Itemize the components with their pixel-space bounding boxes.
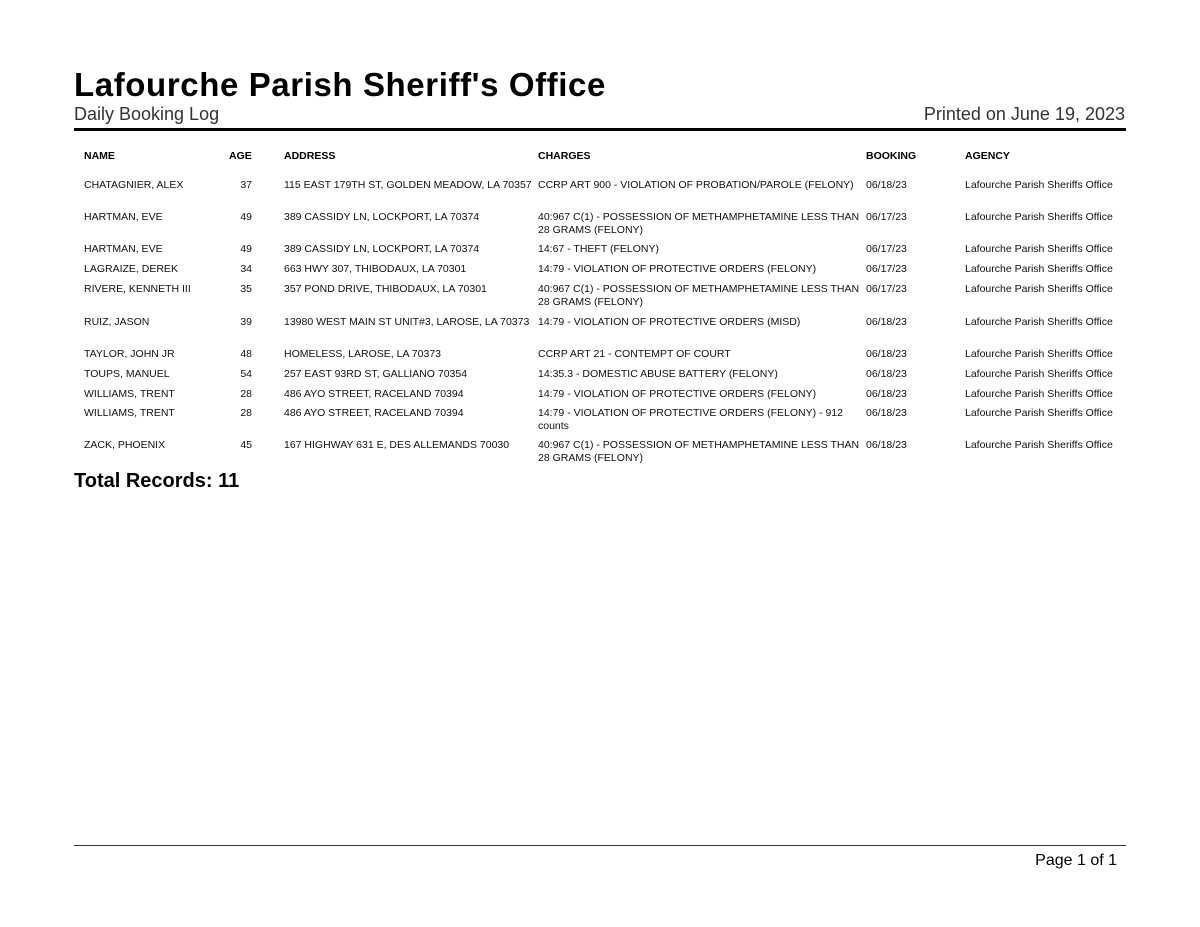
cell-address: 167 HIGHWAY 631 E, DES ALLEMANDS 70030 <box>284 439 510 451</box>
column-header-name: NAME <box>84 150 115 162</box>
cell-address: 486 AYO STREET, RACELAND 70394 <box>284 388 464 400</box>
cell-age: 45 <box>240 439 252 451</box>
cell-name: WILLIAMS, TRENT <box>84 388 175 400</box>
cell-age: 35 <box>240 283 252 295</box>
footer-divider <box>74 845 1126 846</box>
cell-charges: 14:79 - VIOLATION OF PROTECTIVE ORDERS (FELONY) <box>538 388 817 400</box>
cell-age: 49 <box>240 243 252 255</box>
cell-agency: Lafourche Parish Sheriffs Office <box>965 388 1113 400</box>
cell-agency: Lafourche Parish Sheriffs Office <box>965 243 1113 255</box>
cell-agency: Lafourche Parish Sheriffs Office <box>965 348 1113 360</box>
cell-charges: 14:67 - THEFT (FELONY) <box>538 243 659 255</box>
cell-name: LAGRAIZE, DEREK <box>84 263 178 275</box>
report-subtitle: Daily Booking Log <box>74 104 220 124</box>
total-records: Total Records: 11 <box>74 470 240 492</box>
cell-agency: Lafourche Parish Sheriffs Office <box>965 316 1113 328</box>
page-title: Lafourche Parish Sheriff's Office <box>74 66 606 103</box>
cell-charges: CCRP ART 21 - CONTEMPT OF COURT <box>538 348 731 360</box>
cell-address: 115 EAST 179TH ST, GOLDEN MEADOW, LA 70357 <box>284 179 532 191</box>
cell-address: 13980 WEST MAIN ST UNIT#3, LAROSE, LA 70373 <box>284 316 530 328</box>
cell-charges: CCRP ART 900 - VIOLATION OF PROBATION/PAROLE (FELONY) <box>538 179 854 191</box>
cell-age: 54 <box>240 368 252 380</box>
cell-charges: 14:79 - VIOLATION OF PROTECTIVE ORDERS (MISD) <box>538 316 801 328</box>
cell-charges: 14:35.3 - DOMESTIC ABUSE BATTERY (FELONY) <box>538 368 778 380</box>
cell-name: RUIZ, JASON <box>84 316 150 328</box>
header-divider <box>74 128 1126 131</box>
cell-address: 486 AYO STREET, RACELAND 70394 <box>284 407 464 419</box>
cell-booking: 06/18/23 <box>866 316 907 328</box>
cell-address: 257 EAST 93RD ST, GALLIANO 70354 <box>284 368 468 380</box>
cell-agency: Lafourche Parish Sheriffs Office <box>965 283 1113 295</box>
cell-booking: 06/18/23 <box>866 179 907 191</box>
cell-age: 34 <box>240 263 252 275</box>
cell-booking: 06/17/23 <box>866 263 907 275</box>
cell-age: 28 <box>240 407 252 419</box>
cell-address: 389 CASSIDY LN, LOCKPORT, LA 70374 <box>284 243 480 255</box>
cell-name: RIVERE, KENNETH III <box>84 283 191 295</box>
cell-charges: 40:967 C(1) - POSSESSION OF METHAMPHETAMINE LESS THAN 28 GRAMS (FELONY) <box>538 283 860 308</box>
cell-name: HARTMAN, EVE <box>84 243 163 255</box>
cell-booking: 06/17/23 <box>866 243 907 255</box>
cell-address: 389 CASSIDY LN, LOCKPORT, LA 70374 <box>284 211 480 223</box>
column-header-address: ADDRESS <box>284 150 336 162</box>
cell-agency: Lafourche Parish Sheriffs Office <box>965 407 1113 419</box>
cell-booking: 06/18/23 <box>866 388 907 400</box>
column-header-age: AGE <box>229 150 252 162</box>
cell-address: HOMELESS, LAROSE, LA 70373 <box>284 348 441 360</box>
cell-agency: Lafourche Parish Sheriffs Office <box>965 439 1113 451</box>
column-header-charges: CHARGES <box>538 150 591 162</box>
cell-age: 49 <box>240 211 252 223</box>
cell-address: 357 POND DRIVE, THIBODAUX, LA 70301 <box>284 283 487 295</box>
cell-age: 48 <box>240 348 252 360</box>
cell-age: 37 <box>240 179 252 191</box>
cell-age: 28 <box>240 388 252 400</box>
printed-date: Printed on June 19, 2023 <box>923 104 1125 124</box>
cell-name: HARTMAN, EVE <box>84 211 163 223</box>
cell-name: CHATAGNIER, ALEX <box>84 179 184 191</box>
cell-name: TAYLOR, JOHN JR <box>84 348 175 360</box>
cell-booking: 06/18/23 <box>866 348 907 360</box>
column-header-booking: BOOKING <box>866 150 917 162</box>
cell-name: ZACK, PHOENIX <box>84 439 166 451</box>
cell-name: WILLIAMS, TRENT <box>84 407 175 419</box>
cell-booking: 06/17/23 <box>866 211 907 223</box>
page-number: Page 1 of 1 <box>1035 852 1117 869</box>
cell-agency: Lafourche Parish Sheriffs Office <box>965 368 1113 380</box>
cell-charges: 40:967 C(1) - POSSESSION OF METHAMPHETAMINE LESS THAN 28 GRAMS (FELONY) <box>538 439 860 464</box>
cell-charges: 40:967 C(1) - POSSESSION OF METHAMPHETAMINE LESS THAN 28 GRAMS (FELONY) <box>538 211 860 236</box>
cell-charges: 14:79 - VIOLATION OF PROTECTIVE ORDERS (FELONY) - 912 counts <box>538 407 843 432</box>
cell-booking: 06/18/23 <box>866 368 907 380</box>
cell-booking: 06/18/23 <box>866 407 907 419</box>
column-header-agency: AGENCY <box>965 150 1010 162</box>
cell-name: TOUPS, MANUEL <box>84 368 170 380</box>
cell-booking: 06/18/23 <box>866 439 907 451</box>
cell-age: 39 <box>240 316 252 328</box>
cell-agency: Lafourche Parish Sheriffs Office <box>965 211 1113 223</box>
cell-booking: 06/17/23 <box>866 283 907 295</box>
cell-agency: Lafourche Parish Sheriffs Office <box>965 179 1113 191</box>
cell-agency: Lafourche Parish Sheriffs Office <box>965 263 1113 275</box>
cell-charges: 14:79 - VIOLATION OF PROTECTIVE ORDERS (FELONY) <box>538 263 817 275</box>
cell-address: 663 HWY 307, THIBODAUX, LA 70301 <box>284 263 467 275</box>
